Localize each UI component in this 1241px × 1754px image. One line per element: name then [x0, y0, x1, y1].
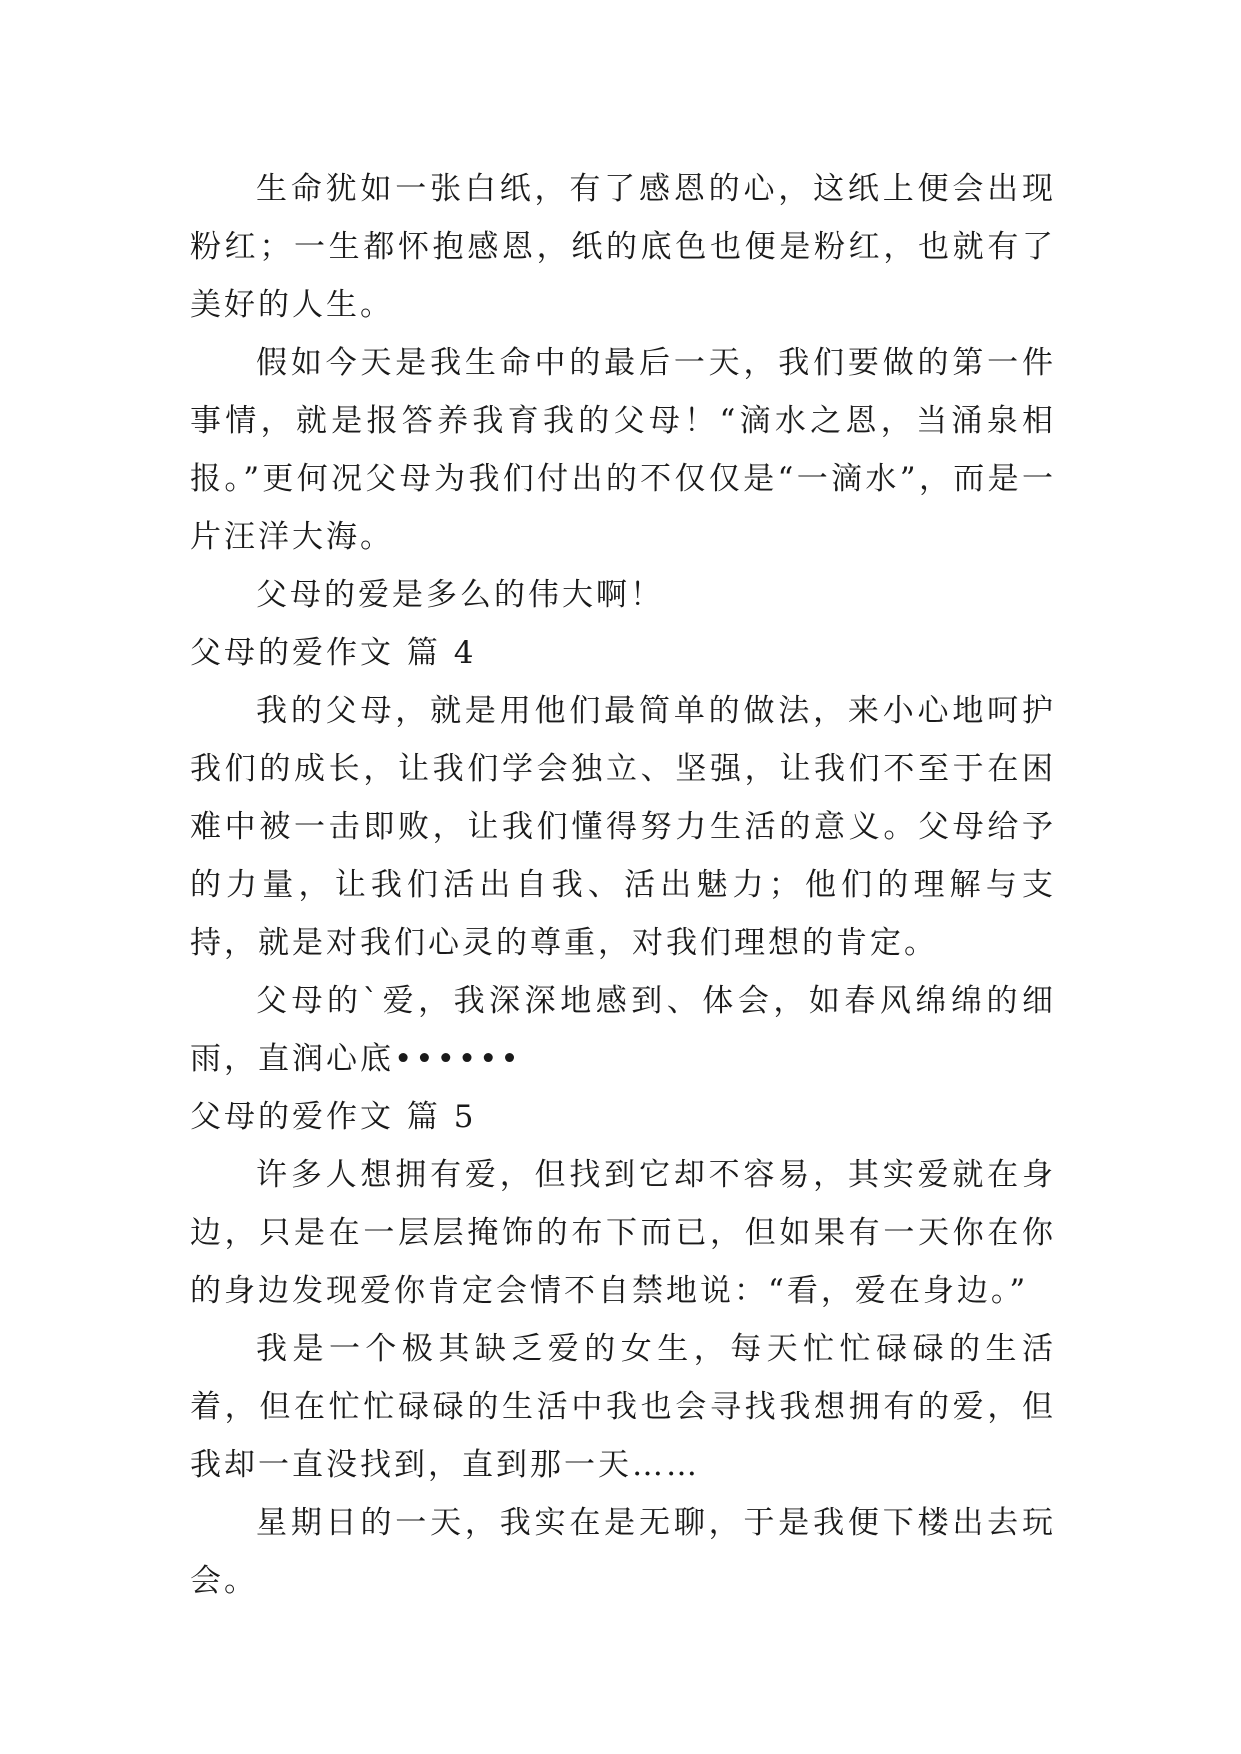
paragraph: 我是一个极其缺乏爱的女生，每天忙忙碌碌的生活着，但在忙忙碌碌的生活中我也会寻找我想拥有的爱，但我却一直没找到，直到那一天…… — [190, 1331, 1056, 1483]
paragraph: 星期日的一天，我实在是无聊，于是我便下楼出去玩会。 — [190, 1505, 1056, 1599]
section-heading: 父母的爱作文 篇 5 — [190, 1099, 477, 1135]
paragraph: 父母的`爱，我深深地感到、体会，如春风绵绵的细雨，直润心底•••••• — [190, 983, 1056, 1077]
paragraph: 假如今天是我生命中的最后一天，我们要做的第一件事情，就是报答养我育我的父母！“滴水之恩，当涌泉相报。”更何况父母为我们付出的不仅仅是“一滴水”，而是一片汪洋大海。 — [190, 345, 1056, 555]
paragraph: 生命犹如一张白纸，有了感恩的心，这纸上便会出现粉红；一生都怀抱感恩，纸的底色也便是粉红，也就有了美好的人生。 — [190, 171, 1056, 323]
document-body — [190, 160, 1056, 1610]
section-heading: 父母的爱作文 篇 4 — [190, 635, 477, 671]
paragraph: 我的父母，就是用他们最简单的做法，来小心地呵护我们的成长，让我们学会独立、坚强，让我们不至于在困难中被一击即败，让我们懂得努力生活的意义。父母给予的力量，让我们活出自我、活出魅力；他们的理解与支持，就是对我们心灵的尊重，对我们理想的肯定。 — [190, 693, 1056, 961]
paragraph: 父母的爱是多么的伟大啊！ — [256, 577, 664, 613]
paragraph: 许多人想拥有爱，但找到它却不容易，其实爱就在身边，只是在一层层掩饰的布下而已，但如果有一天你在你的身边发现爱你肯定会情不自禁地说：“看，爱在身边。” — [190, 1157, 1056, 1309]
